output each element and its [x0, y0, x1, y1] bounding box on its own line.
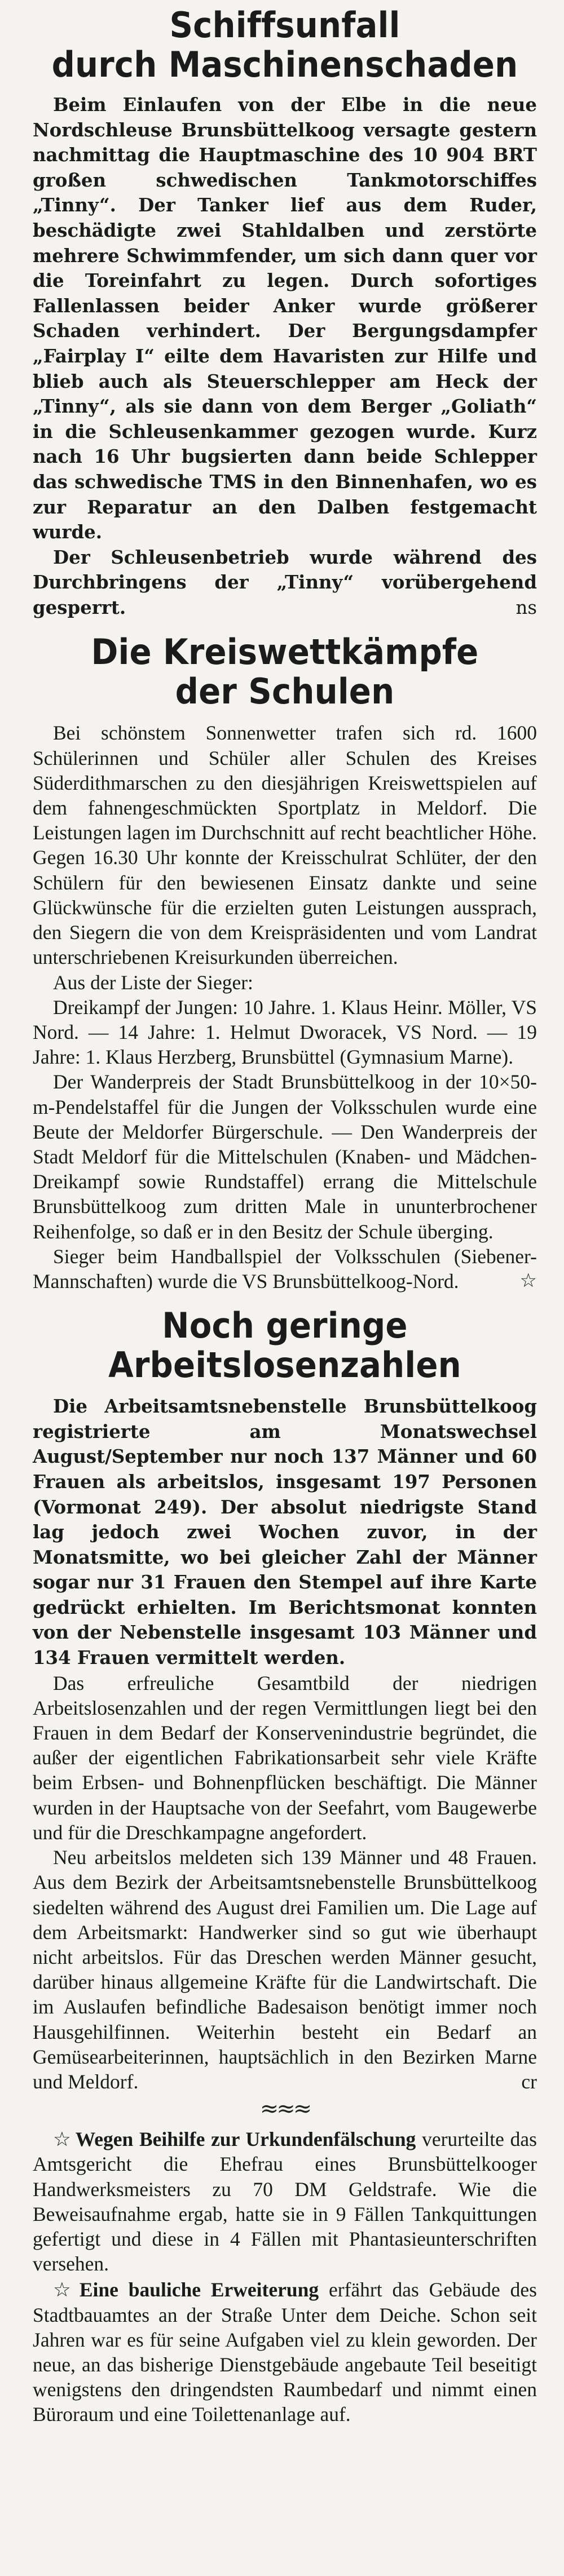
paragraph: Das erfreuliche Gesamtbild der niedrigen Arbeitslosenzahlen und der regen Vermittlungen liegt bei den Frauen in dem Bedarf der Konservenindustrie begründet, die außer der eigentlichen Fabrikationsarbeit sehr viele Kräfte beim Erbsen- und Bohnenpflücken beschäftigt. Die Männer wurden in der Hauptsache von der Seefahrt, vom Baugewerbe und für die Dreschkampagne angefordert. [33, 1671, 537, 1844]
article-ship-accident [33, 0, 537, 620]
headline-line-2: durch Maschinenschaden [51, 44, 518, 85]
headline-school-competitions [50, 632, 519, 711]
author-signature: ns [515, 596, 537, 618]
paragraph-closing [33, 545, 537, 621]
paragraph: Bei schönstem Sonnenwetter trafen sich rd. 1600 Schülerinnen und Schüler aller Schulen des Kreises Süderdithmarschen zu den diesjährigen Kreiswettspielen auf dem fahnengeschmückten Sportplatz in Meldorf. Die Leistungen lagen im Durchschnitt auf recht beachtlicher Höhe. Gegen 16.30 Uhr konnte der Kreisschulrat Schlüter, der den Schülern für den bewiesenen Einsatz dankte und seine Glückwünsche für die erzielten guten Leistungen aussprach, den Siegern die von dem Kreispräsidenten und vom Landrat unterschriebenen Kreisurkunden überreichen. [33, 722, 537, 969]
note-building-extension [33, 2277, 537, 2427]
headline-line-1: Die Kreiswettkämpfe [91, 631, 479, 673]
headline-ship-accident [50, 6, 519, 85]
article-unemployment [33, 1294, 537, 2123]
headline-line-1: Schiffsunfall [169, 5, 400, 46]
paragraph: Der Wanderpreis der Stadt Brunsbüttelkoog in der 10×50-m-Pendelstaffel für die Jungen der Volksschulen wurde eine Beute der Meldorfer Bürgerschule. — Den Wanderpreis der Stadt Meldorf für die Mittelschulen (Knaben- und Mädchen-Dreikampf sowie Rundstaffel) errang die Mittelschule Brunsbüttelkoog zum dritten Male in ununterbrochener Reihenfolge, so daß er in den Besitz der Schule überging. [33, 1070, 537, 1243]
paragraph-closing [33, 1845, 537, 2094]
author-signature: cr [521, 2070, 537, 2093]
star-icon: ☆ [53, 2278, 76, 2301]
paragraph: Aus der Liste der Sieger: [53, 971, 253, 994]
note-lead: Eine bauliche Erweiterung [79, 2278, 319, 2301]
note-text: verurteilte das Amtsgericht die Ehefrau eines Brunsbüttelkooger Handwerksmeisters zu 70 DM Geldstrafe. Wie die Beweisaufnahme ergab, hatte sie in 9 Fällen Tankquittungen gefertigt und diese in 4 Fällen mit Phantasieunterschriften versehen. [33, 2128, 537, 2276]
wave-separator-icon: ≈≈≈ [259, 2096, 310, 2122]
headline-line-1: Noch geringe [162, 1305, 408, 1347]
star-icon: ☆ [53, 2128, 72, 2151]
paragraph-text: Der Schleusenbetrieb wurde während des Durchbringens der „Tinny“ vorübergehend gesperrt. [33, 546, 537, 618]
star-icon: ☆ [519, 1270, 537, 1291]
headline-line-2: Arbeitslosenzahlen [108, 1344, 461, 1386]
paragraph-text: Sieger beim Handballspiel der Volksschulen (Siebener-Mannschaften) wurde die VS Brunsbüttelkoog-Nord. [33, 1245, 537, 1293]
paragraph: Beim Einlaufen von der Elbe in die neue Nordschleuse Brunsbüttelkoog versagte gestern nachmittag die Hauptmaschine des 10 904 BRT großen schwedischen Tankmotorschiffes „Tinny“. Der Tanker lief aus dem Ruder, beschädigte zwei Stahldalben und zerstörte mehrere Schwimmfender, um sich dann quer vor die Toreinfahrt zu legen. Durch sofortiges Fallenlassen beider Anker wurde größerer Schaden verhindert. Der Bergungsdampfer „Fairplay I“ eilte dem Havaristen zur Hilfe und blieb auch als Steuerschlepper am Heck der „Tinny“, als sie dann von dem Berger „Goliath“ in die Schleusenkammer gezogen wurde. Kurz nach 16 Uhr bugsierten dann beide Schlepper das schwedische TMS in den Binnenhafen, wo es zur Reparatur an den Dalben festgemacht wurde. [33, 94, 537, 543]
paragraph: Dreikampf der Jungen: 10 Jahre. 1. Klaus Heinr. Möller, VS Nord. — 14 Jahre: 1. Helmut Dworacek, VS Nord. — 19 Jahre: 1. Klaus Herzberg, Brunsbüttel (Gymnasium Marne). [33, 995, 537, 1069]
headline-line-2: der Schulen [175, 671, 395, 712]
short-notes [33, 2123, 537, 2427]
paragraph-closing [33, 1244, 537, 1294]
note-text: erfährt das Gebäude des Stadtbauamtes an der Straße Unter dem Deiche. Schon seit Jahren war es für seine Aufgaben viel zu klein geworden. Der neue, an das bisherige Dienstgebäude angebaute Teil beseitigt wenigstens den dringendsten Raumbedarf und nimmt einen Büroraum und eine Toilettenanlage auf. [33, 2278, 537, 2426]
paragraph-text: Neu arbeitslos meldeten sich 139 Männer und 48 Frauen. Aus dem Bezirk der Arbeitsamtsnebenstelle Brunsbüttelkoog siedelten während des August drei Familien um. Die Lage auf dem Arbeitsmarkt: Handwerker sind so gut wie überhaupt nicht arbeitslos. Für das Dreschen werden Männer gesucht, darüber hinaus allgemeine Kräfte für die Landwirtschaft. Die im Auslaufen befindliche Badesaison benötigt immer noch Hausgehilfinnen. Weiterhin besteht ein Bedarf an Gemüsearbeiterinnen, hauptsächlich in den Bezirken Marne und Meldorf. [33, 1846, 537, 2093]
paragraph-lead: Die Arbeitsamtsnebenstelle Brunsbüttelkoog registrierte am Monatswechsel August/September nur noch 137 Männer und 60 Frauen als arbeitslos, insgesamt 197 Personen (Vormonat 249). Der absolut niedrigste Stand lag jedoch zwei Wochen zuvor, in der Monatsmitte, wo bei gleicher Zahl der Männer sogar nur 31 Frauen den Stempel auf ihre Karte gedrückt erhielten. Im Berichtsmonat konnten von der Nebenstelle insgesamt 103 Männer und 134 Frauen vermittelt werden. [33, 1396, 537, 1669]
article-school-competitions [33, 620, 537, 1294]
note-forgery [33, 2127, 537, 2276]
headline-unemployment [50, 1306, 519, 1385]
note-lead: Wegen Beihilfe zur Urkundenfälschung [75, 2128, 416, 2151]
